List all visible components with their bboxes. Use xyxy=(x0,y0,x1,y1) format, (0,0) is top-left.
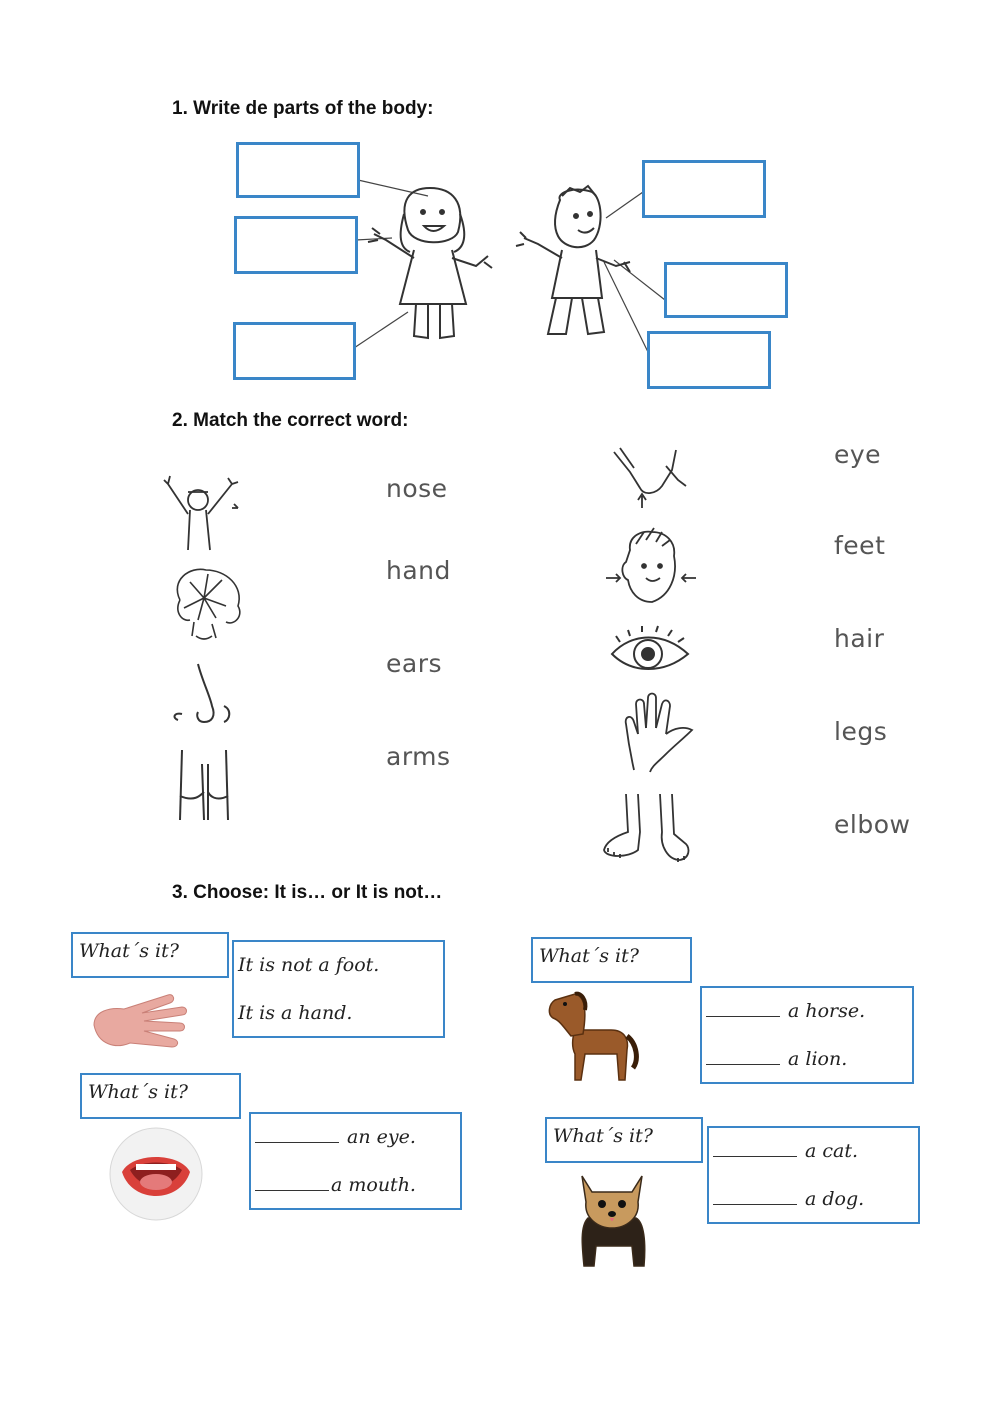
answer-box-horse xyxy=(700,986,914,1084)
match-word-right-3[interactable]: hair xyxy=(834,624,885,653)
hand-photo xyxy=(90,985,190,1055)
legs-picture xyxy=(174,746,244,826)
body-figures xyxy=(0,0,1000,420)
arms-raised-picture xyxy=(158,470,248,560)
section2-heading: 2. Match the correct word: xyxy=(172,410,409,431)
question-label-dog: What´s it? xyxy=(545,1117,703,1163)
match-word-left-2[interactable]: hand xyxy=(386,556,451,585)
ears-picture xyxy=(600,526,700,616)
horse-picture xyxy=(545,990,645,1086)
section1-heading: 1. Write de parts of the body: xyxy=(172,98,434,119)
boy-figure xyxy=(516,186,630,334)
answer-box-hand xyxy=(232,940,445,1038)
feet-picture xyxy=(598,788,698,878)
answer-line-1: a horse. xyxy=(706,1000,865,1022)
hand-picture xyxy=(614,690,704,780)
answer-line-2: a mouth. xyxy=(255,1174,416,1196)
question-label-mouth: What´s it? xyxy=(80,1073,241,1119)
match-word-left-3[interactable]: ears xyxy=(386,649,443,678)
eye-picture xyxy=(606,624,696,684)
body-label-box-5[interactable] xyxy=(664,262,788,318)
question-label-hand: What´s it? xyxy=(71,932,229,978)
answer-line-2: a dog. xyxy=(713,1188,864,1210)
match-word-right-4[interactable]: legs xyxy=(834,717,888,746)
answer-line-1: a cat. xyxy=(713,1140,858,1162)
match-word-right-2[interactable]: feet xyxy=(834,531,886,560)
answer-line-2: a lion. xyxy=(706,1048,847,1070)
elbow-picture xyxy=(606,440,696,520)
match-word-right-1[interactable]: eye xyxy=(834,440,882,469)
answer-box-mouth xyxy=(249,1112,462,1210)
match-word-left-4[interactable]: arms xyxy=(386,742,451,771)
girl-figure xyxy=(368,188,492,338)
body-label-box-6[interactable] xyxy=(647,331,771,389)
answer-line-1: an eye. xyxy=(255,1126,416,1148)
question-label-horse: What´s it? xyxy=(531,937,692,983)
body-label-box-2[interactable] xyxy=(234,216,358,274)
body-label-box-3[interactable] xyxy=(233,322,356,380)
dog-picture xyxy=(562,1162,662,1272)
answer-box-dog xyxy=(707,1126,920,1224)
match-word-left-1[interactable]: nose xyxy=(386,474,448,503)
mouth-picture xyxy=(108,1126,204,1222)
answer-line-1: It is not a foot. xyxy=(238,954,380,976)
body-label-box-4[interactable] xyxy=(642,160,766,218)
match-word-right-5[interactable]: elbow xyxy=(834,810,911,839)
answer-line-2: It is a hand. xyxy=(238,1002,353,1024)
hair-picture xyxy=(160,560,250,650)
section3-heading: 3. Choose: It is… or It is not… xyxy=(172,882,443,903)
body-label-box-1[interactable] xyxy=(236,142,360,198)
nose-picture xyxy=(168,660,248,740)
